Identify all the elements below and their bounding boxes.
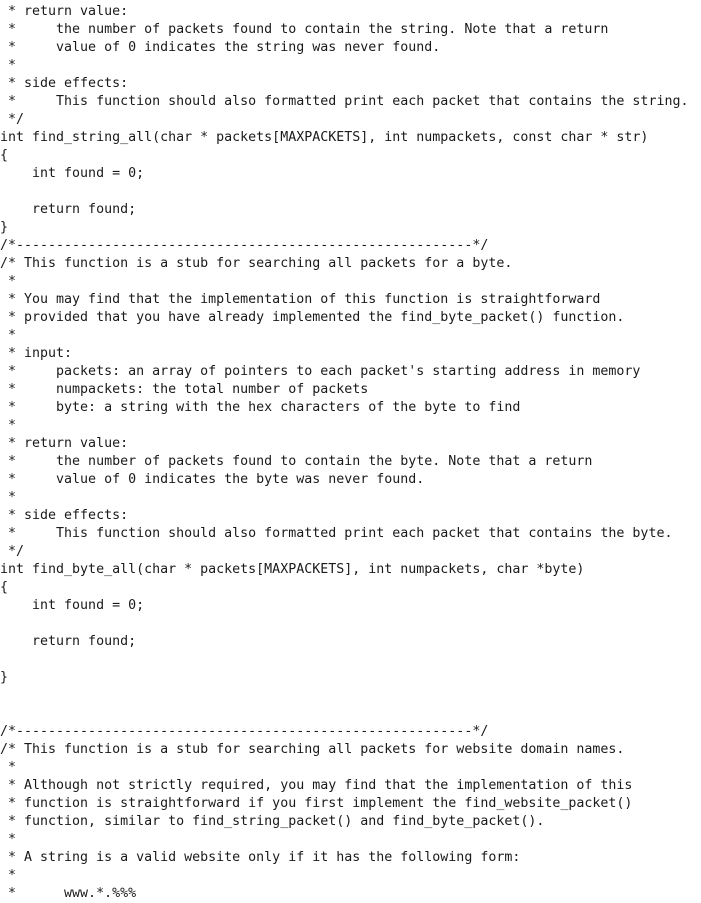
code-line: int find_string_all(char * packets[MAXPACKETS], int numpackets, const char * str) (0, 130, 649, 145)
code-line: } (0, 670, 9, 685)
code-line: * www.*.%%% (0, 886, 137, 901)
code-line: * the number of packets found to contain the string. Note that a return (0, 22, 609, 37)
code-line: * (0, 58, 17, 73)
code-line: * side effects: (0, 508, 129, 523)
code-line: /* This function is a stub for searching all packets for a byte. (0, 256, 513, 271)
code-line: * (0, 868, 17, 883)
code-line: * This function should also formatted print each packet that contains the string. (0, 94, 689, 109)
code-line: * A string is a valid website only if it has the following form: (0, 850, 521, 865)
code-line: * packets: an array of pointers to each packet's starting address in memory (0, 364, 641, 379)
code-line: * value of 0 indicates the byte was never found. (0, 472, 425, 487)
code-line: * (0, 418, 17, 433)
code-line: * value of 0 indicates the string was never found. (0, 40, 441, 55)
code-line: * This function should also formatted print each packet that contains the byte. (0, 526, 673, 541)
code-line: * (0, 832, 17, 847)
code-line: * function is straightforward if you first implement the find_website_packet() (0, 796, 633, 811)
code-line (0, 615, 701, 633)
code-line: int found = 0; (0, 166, 145, 181)
code-line: */ (0, 112, 25, 127)
code-line: * byte: a string with the hex characters of the byte to find (0, 400, 521, 415)
code-line (0, 687, 701, 705)
code-line: * (0, 490, 17, 505)
code-line: { (0, 148, 9, 163)
code-line: /*---------------------------------------------------------*/ (0, 238, 489, 253)
code-line: * numpackets: the total number of packets (0, 382, 369, 397)
code-line: int find_byte_all(char * packets[MAXPACKETS], int numpackets, char *byte) (0, 562, 585, 577)
code-line: return found; (0, 202, 137, 217)
code-line (0, 183, 701, 201)
code-line: */ (0, 544, 25, 559)
code-line (0, 651, 701, 669)
code-line: * return value: (0, 436, 129, 451)
code-line: * You may find that the implementation of this function is straightforward (0, 292, 601, 307)
code-line: * provided that you have already implemented the find_byte_packet() function. (0, 310, 625, 325)
code-line: /* This function is a stub for searching all packets for website domain names. (0, 742, 625, 757)
code-line: * (0, 274, 17, 289)
code-line: * (0, 760, 17, 775)
code-line (0, 705, 701, 723)
code-line: * side effects: (0, 76, 129, 91)
code-line: /*---------------------------------------------------------*/ (0, 724, 489, 739)
code-line: * the number of packets found to contain the byte. Note that a return (0, 454, 593, 469)
code-line: int found = 0; (0, 598, 145, 613)
code-line: * function, similar to find_string_packet() and find_byte_packet(). (0, 814, 545, 829)
code-line: { (0, 580, 9, 595)
code-line: * return value: (0, 4, 129, 19)
code-line: * (0, 328, 17, 343)
code-line: return found; (0, 634, 137, 649)
code-line: } (0, 220, 9, 235)
code-view[interactable] (0, 3, 701, 903)
code-line: * Although not strictly required, you may find that the implementation of this (0, 778, 633, 793)
code-line: * input: (0, 346, 73, 361)
